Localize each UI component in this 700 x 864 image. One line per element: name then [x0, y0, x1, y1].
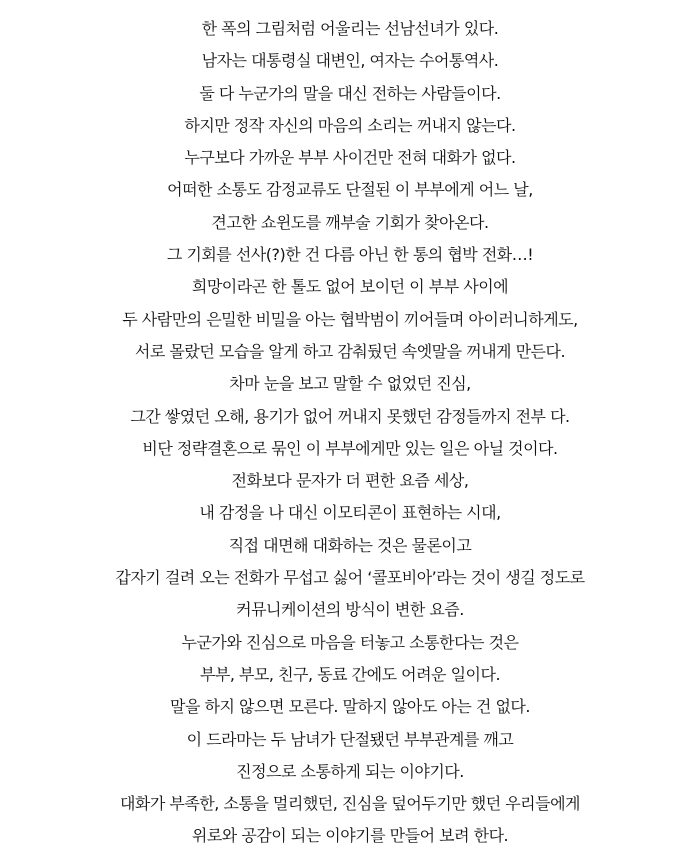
synopsis-line-23: 이 드라마는 두 남녀가 단절됐던 부부관계를 깨고	[186, 729, 514, 749]
synopsis-line-14: 비단 정략결혼으로 묶인 이 부부에게만 있는 일은 아닐 것이다.	[142, 438, 558, 458]
synopsis-line-19: 커뮤니케이션의 방식이 변한 요즘.	[236, 600, 464, 620]
synopsis-line-11: 서로 몰랐던 모습을 알게 하고 감춰뒀던 속엣말을 꺼내게 만든다.	[134, 341, 566, 361]
synopsis-line-12: 차마 눈을 보고 말할 수 없었던 진심,	[229, 374, 471, 394]
synopsis-line-21: 부부, 부모, 친구, 동료 간에도 어려운 일이다.	[199, 664, 501, 684]
synopsis-line-13: 그간 쌓였던 오해, 용기가 없어 꺼내지 못했던 감정들까지 전부 다.	[130, 406, 570, 426]
synopsis-line-25: 대화가 부족한, 소통을 멀리했던, 진심을 덮어두기만 했던 우리들에게	[119, 794, 581, 814]
synopsis-line-20: 누군가와 진심으로 마음을 터놓고 소통한다는 것은	[181, 632, 519, 652]
synopsis-line-2: 남자는 대통령실 대변인, 여자는 수어통역사.	[201, 51, 499, 71]
synopsis-line-3: 둘 다 누군가의 말을 대신 전하는 사람들이다.	[199, 83, 501, 103]
synopsis-line-1: 한 폭의 그림처럼 어울리는 선남선녀가 있다.	[201, 19, 499, 38]
synopsis-line-4: 하지만 정작 자신의 마음의 소리는 꺼내지 않는다.	[184, 115, 516, 135]
synopsis-line-26: 위로와 공감이 되는 이야기를 만들어 보려 한다.	[191, 826, 509, 846]
synopsis-line-10: 두 사람만의 은밀한 비밀을 아는 협박범이 끼어들며 아이러니하게도,	[122, 309, 578, 329]
synopsis-line-6: 어떠한 소통도 감정교류도 단절된 이 부부에게 어느 날,	[167, 180, 533, 200]
synopsis-line-18: 갑자기 걸려 오는 전화가 무섭고 싫어 ‘콜포비아’라는 것이 생길 정도로	[115, 568, 585, 588]
synopsis-line-8: 그 기회를 선사(?)한 건 다름 아닌 한 통의 협박 전화…!	[166, 245, 534, 265]
synopsis-line-17: 직접 대면해 대화하는 것은 물론이고	[228, 535, 472, 555]
synopsis-line-15: 전화보다 문자가 더 편한 요즘 세상,	[231, 471, 469, 491]
synopsis-line-22: 말을 하지 않으면 모른다. 말하지 않아도 아는 건 없다.	[170, 697, 530, 717]
synopsis-line-24: 진정으로 소통하게 되는 이야기다.	[236, 761, 464, 781]
synopsis-line-9: 희망이라곤 한 톨도 없어 보이던 이 부부 사이에	[191, 277, 509, 297]
synopsis-line-16: 내 감정을 나 대신 이모티콘이 표현하는 시대,	[199, 503, 501, 523]
synopsis-line-5: 누구보다 가까운 부부 사이건만 전혀 대화가 없다.	[184, 148, 516, 168]
synopsis-line-7: 견고한 쇼윈도를 깨부술 기회가 찾아온다.	[211, 212, 489, 232]
